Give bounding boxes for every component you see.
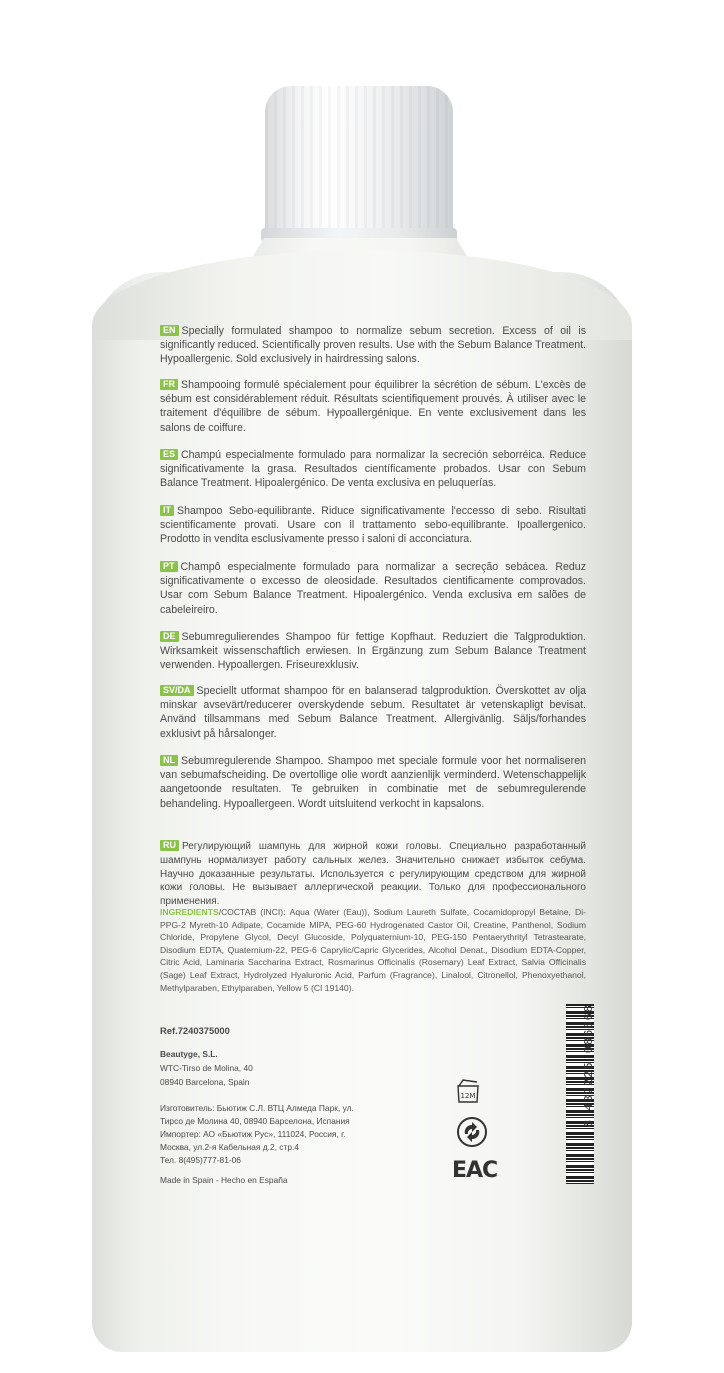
pao-label: 12M bbox=[460, 1092, 476, 1100]
label-text-nl: Sebumregulerende Shampoo. Shampoo met speciale formule voor het normaliseren van sebumafscheiding. De overtollige olie wordt aanzienlijk verminderd. Wetenschappelijk aangetoonde resultaten. Te gebruiken in combinatie met de sebumregulerende behandeling. Hypoallergeen. Wordt uitsluitend verkocht in kapsalons. bbox=[160, 755, 586, 810]
ru-info-line-5: Тел. 8(495)777-81-06 bbox=[160, 1155, 241, 1165]
ru-info-line-3: Импортер: АО «Бьютиж Рус», 111024, Россия, г. bbox=[160, 1129, 346, 1139]
label-text-es: Champú especialmente formulado para normalizar la secreción seborréica. Reduce significativamente la grasa. Resultados científicamente probados. Usar con Sebum Balance Treatment. Hipoalergénico. De venta exclusiva en peluquerías. bbox=[160, 449, 586, 490]
ref-number: Ref.7240375000 bbox=[160, 1025, 230, 1036]
lang-tag-sv-da: SV/DA bbox=[160, 685, 194, 696]
address-line-1: WTC-Tirso de Molina, 40 bbox=[160, 1063, 253, 1073]
ingredients-heading: INGREDIENTS bbox=[160, 907, 219, 917]
made-in-text: Made in Spain - Hecho en España bbox=[160, 1175, 288, 1185]
label-block-es bbox=[160, 448, 586, 491]
barcode-digits: 8 432225 086668 bbox=[582, 1004, 596, 1128]
lang-tag-en: EN bbox=[160, 325, 179, 336]
label-text-ru: Регулирующий шампунь для жирной кожи головы. Специально разработанный шампунь нормализует работу сальных желез. Значительно снижает избыток себума. Научно доказанные результаты. Используется с регулирующим средством для жирной кожи головы. Не вызывает аллергической реакции. Только для профессионального применения. bbox=[160, 841, 586, 908]
lang-tag-de: DE bbox=[160, 631, 179, 642]
label-text-pt: Champô especialmente formulado para normalizar a secreção sebácea. Reduz significativamente o excesso de oleosidade. Resultados cientificamente comprovados. Usar com Sebum Balance Treatment. Hipoalergénico. Venda exclusiva em salões de cabeleireiro. bbox=[160, 561, 586, 616]
lang-tag-es: ES bbox=[160, 449, 178, 460]
cap-ridges bbox=[265, 86, 453, 236]
lang-tag-it: IT bbox=[160, 505, 174, 516]
label-block-en bbox=[160, 324, 586, 367]
lang-tag-fr: FR bbox=[160, 379, 178, 390]
lang-tag-ru: RU bbox=[160, 840, 179, 851]
label-block-de bbox=[160, 630, 586, 673]
label-block-fr bbox=[160, 378, 586, 435]
label-text-it: Shampoo Sebo-equilibrante. Riduce significativamente l'eccesso di sebo. Risultati scientificamente provati. Usare con il trattamento sebo-equilibrante. Ipoallergenico. Prodotto in vendita esclusivamente presso i saloni di acconciatura. bbox=[160, 505, 586, 546]
label-block-nl bbox=[160, 754, 586, 811]
label-block-ru bbox=[160, 840, 586, 909]
ingredients-text: /СОСТАВ (INCI): Aqua (Water (Eau)), Sodium Laureth Sulfate, Cocamidopropyl Betaine, Di-PPG-2 Myreth-10 Adipate, Cocamide MIPA, PEG-60 Hydrogenated Castor Oil, Creatine, Panthenol, Sodium Chloride, Propylene Glycol, Decyl Glucoside, Polyquaternium-10, PEG-150 Pentaerythrityl Tetrastearate, Disodium EDTA, Quaternium-22, PEG-6 Caprylic/Capric Glycerides, Alcohol Denat., Disodium EDTA-Copper, Citric Acid, Laminaria Saccharina Extract, Rosmarinus Officinalis (Rosemary) Leaf Extract, Salvia Officinalis (Sage) Leaf Extract, Hydrolyzed Hyaluronic Acid, Parfum (Fragrance), Linalool, Citronellol, Phenoxyethanol, Methylparaben, Ethylparaben, Yellow 5 (CI 19140). bbox=[160, 907, 586, 993]
product-label bbox=[160, 318, 588, 1198]
eac-mark-icon: EAC bbox=[452, 1158, 498, 1183]
address-line-2: 08940 Barcelona, Spain bbox=[160, 1077, 250, 1087]
company-name: Beautyge, S.L. bbox=[160, 1049, 218, 1059]
label-text-de: Sebumregulierendes Shampoo für fettige Kopfhaut. Reduziert die Talgproduktion. Wirksamkeit wissenschaftlich erwiesen. In Ergänzung zum Sebum Balance Treatment verwenden. Hypoallergen. Friseurexklusiv. bbox=[160, 631, 586, 672]
label-text-fr: Shampooing formulé spécialement pour équilibrer la sécrétion de sébum. L'excès de sébum est considérablement réduit. Résultats scientifiquement prouvés. À utiliser avec le traitement d'équilibre de sébum. Hypoallergénique. En vente exclusivement dans les salons de coiffure. bbox=[160, 379, 586, 434]
green-dot-recycle-icon bbox=[456, 1116, 488, 1148]
label-text-sv-da: Speciellt utformat shampoo för en balanserad talgproduktion. Överskottet av olja minskar avsevärt/reducerer overskydende sebum. Resultatet är vetenskapligt bevisat. Använd tillsammans med Sebum Balance Treatment. Allergivänlig. Säljs/forhandes exklusivt på hårsalonger. bbox=[160, 685, 586, 740]
label-text-en: Specially formulated shampoo to normalize sebum secretion. Excess of oil is significantly reduced. Scientifically proven results. Use with the Sebum Balance Treatment. Hypoallergenic. Sold exclusively in hairdressing salons. bbox=[160, 325, 586, 366]
lang-tag-nl: NL bbox=[160, 755, 178, 766]
pao-jar-icon bbox=[455, 1078, 481, 1104]
label-block-it bbox=[160, 504, 586, 547]
bottle-cap bbox=[265, 86, 453, 236]
ru-info-line-4: Москва, ул.2-я Кабельная д.2, стр.4 bbox=[160, 1142, 299, 1152]
label-block-sv-da bbox=[160, 684, 586, 741]
ru-info-line-1: Изготовитель: Бьютиж С.Л. ВТЦ Алмеда Парк, ул. bbox=[160, 1103, 354, 1113]
lang-tag-pt: PT bbox=[160, 561, 178, 572]
ru-info-line-2: Тирсо де Молина 40, 08940 Барселона, Испания bbox=[160, 1116, 350, 1126]
ingredients-block bbox=[160, 906, 586, 994]
label-block-pt bbox=[160, 560, 586, 617]
